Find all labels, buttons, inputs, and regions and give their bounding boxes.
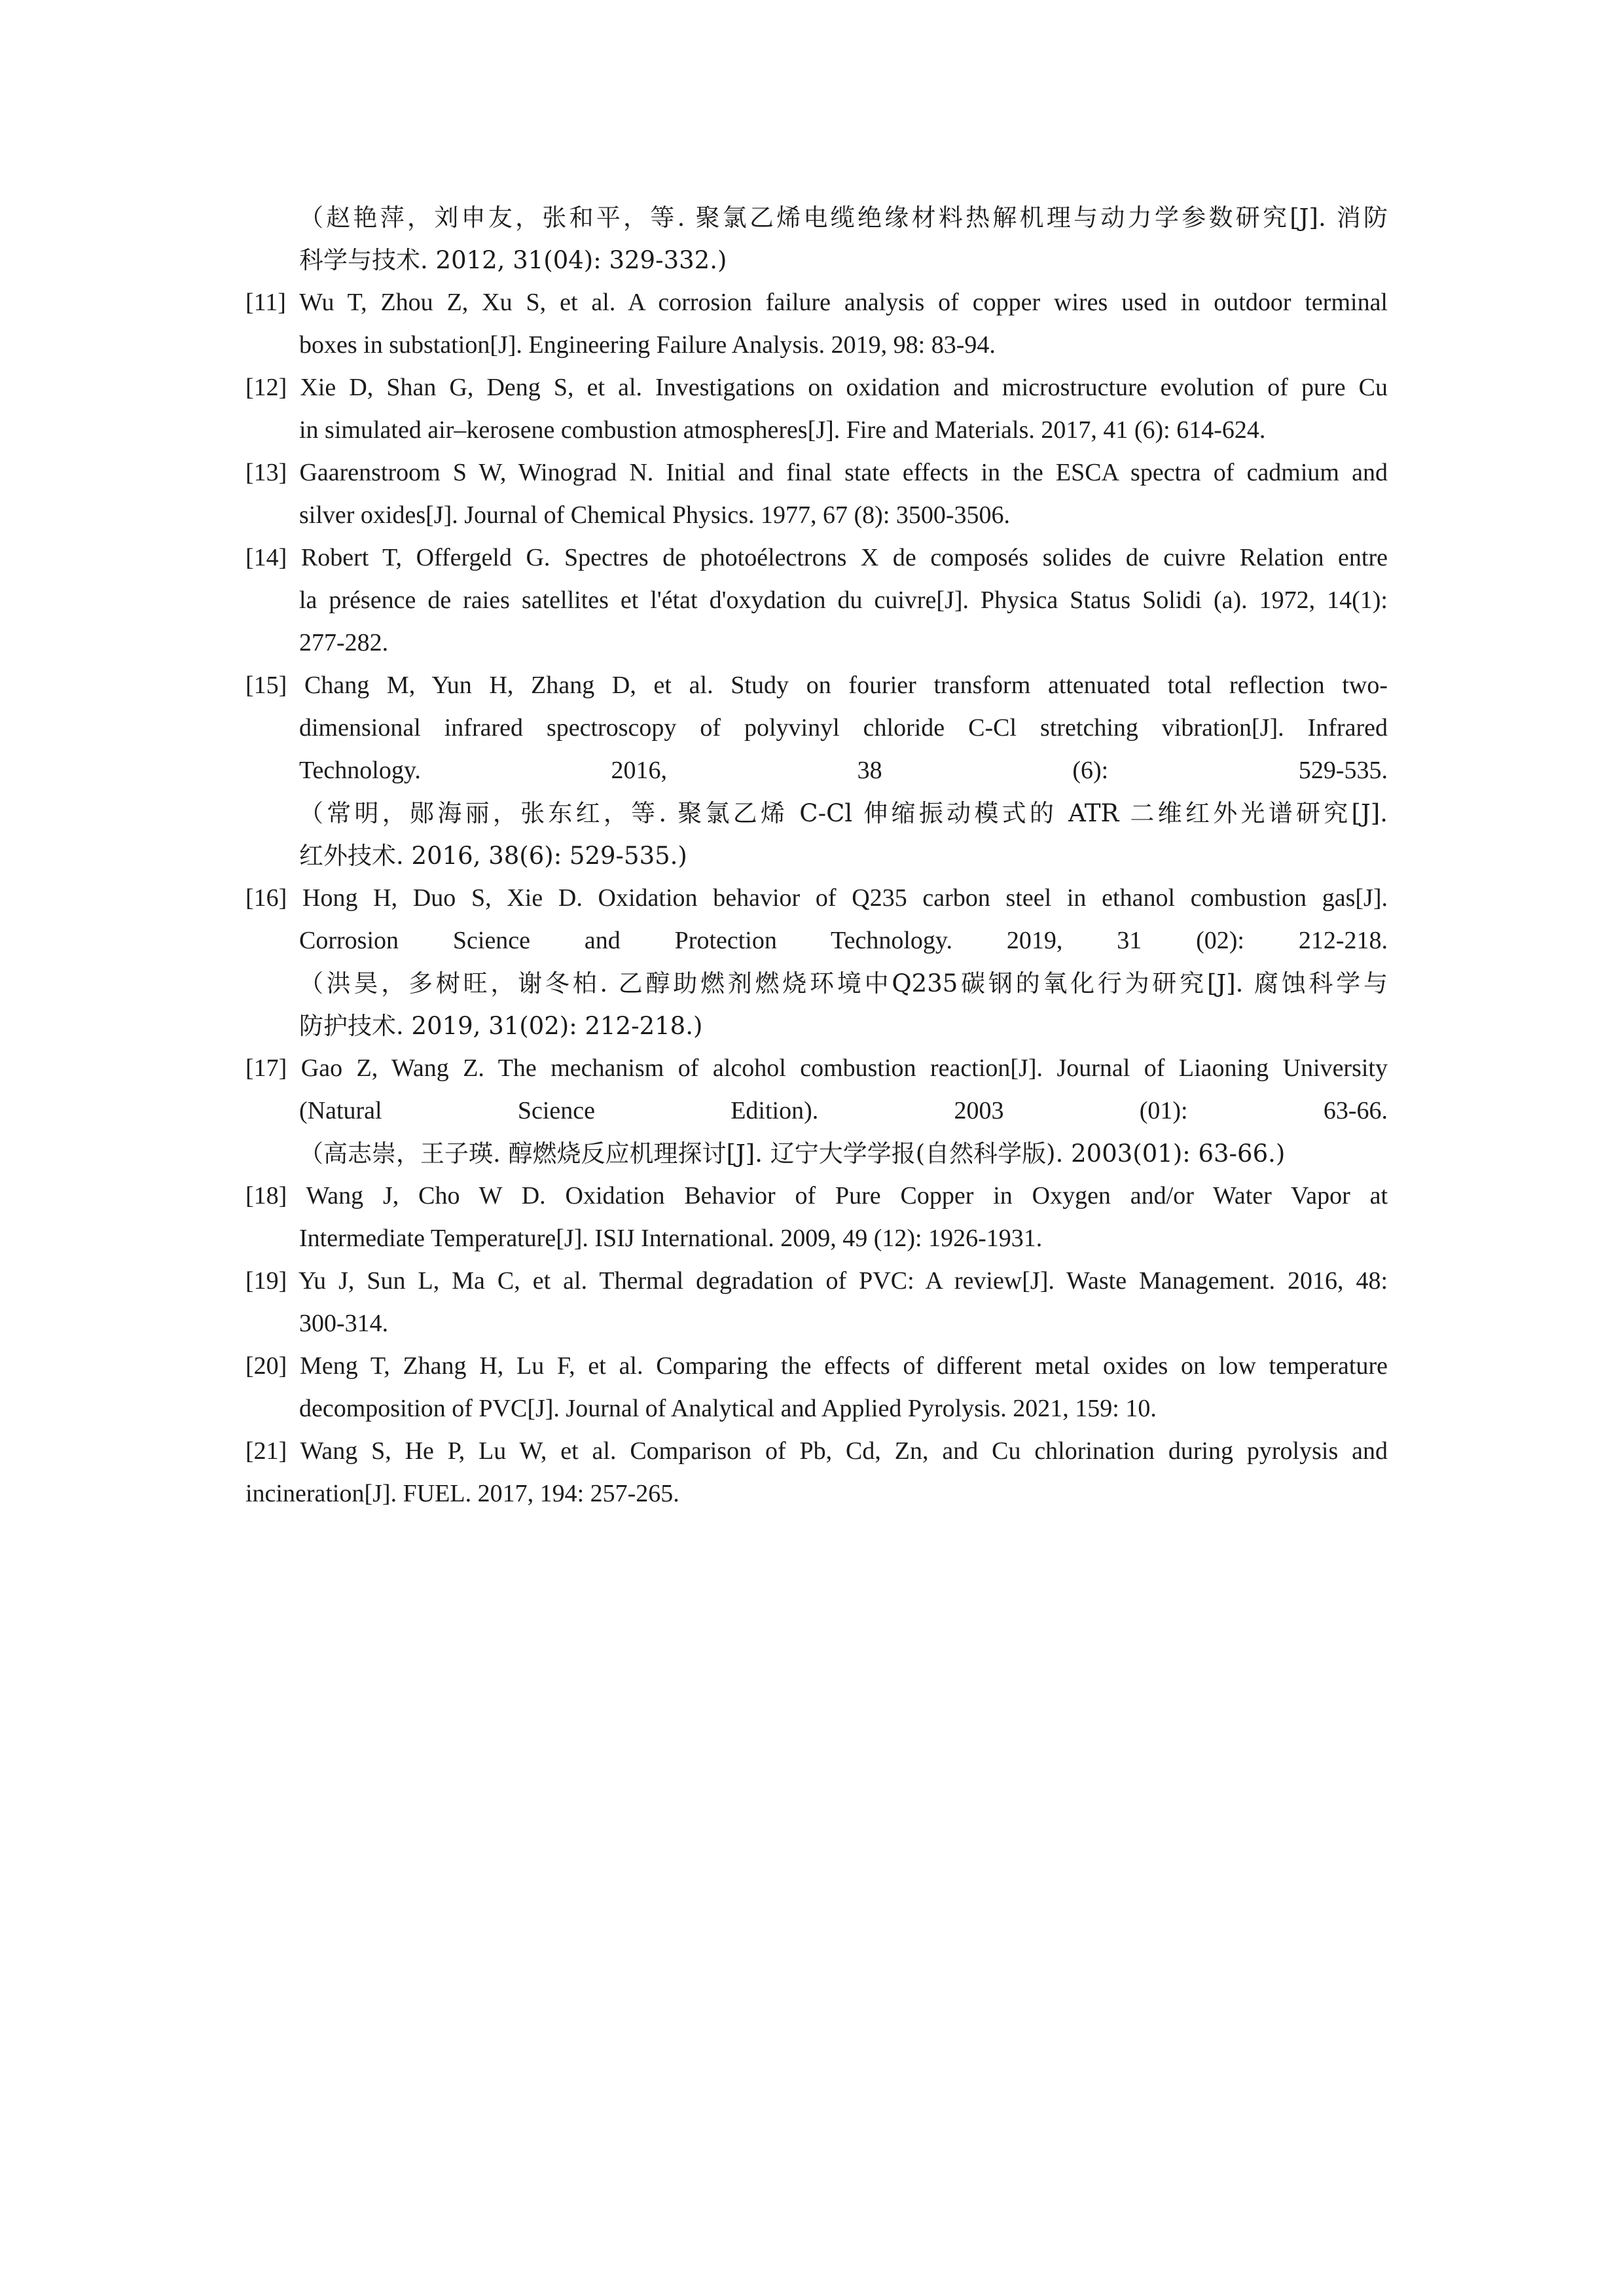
- reference-line: 防护技术. 2019, 31(02): 212-218.): [299, 1012, 703, 1040]
- reference-line: Technology. 2016, 38 (6): 529-535.: [299, 757, 1388, 784]
- reference-entry-ref-10-cn: [245, 196, 1388, 281]
- reference-line: （洪昊，多树旺，谢冬柏. 乙醇助燃剂燃烧环境中Q235碳钢的氧化行为研究[J]. 腐蚀科学与: [299, 969, 1388, 997]
- reference-entry-ref-14: [245, 537, 1388, 664]
- reference-entry-ref-17: [245, 1047, 1388, 1175]
- reference-line: dimensional infrared spectroscopy of polyvinyl chloride C-Cl stretching vibration[J]. Infrared: [299, 714, 1388, 742]
- reference-line: [11] Wu T, Zhou Z, Xu S, et al. A corrosion failure analysis of copper wires used in outdoor terminal: [245, 289, 1388, 316]
- reference-line: [15] Chang M, Yun H, Zhang D, et al. Study on fourier transform attenuated total reflection two-: [245, 672, 1388, 699]
- reference-entry-ref-15: [245, 664, 1388, 877]
- reference-line: [20] Meng T, Zhang H, Lu F, et al. Comparing the effects of different metal oxides on low temperature: [245, 1352, 1388, 1380]
- reference-entry-ref-11: [245, 281, 1388, 367]
- reference-line: 红外技术. 2016, 38(6): 529-535.): [299, 842, 687, 870]
- reference-entry-ref-13: [245, 452, 1388, 537]
- reference-line: （高志崇，王子瑛. 醇燃烧反应机理探讨[J]. 辽宁大学学报(自然科学版). 2003(01): 63-66.): [299, 1139, 1286, 1168]
- reference-entry-ref-21: [245, 1430, 1388, 1515]
- reference-line: [13] Gaarenstroom S W, Winograd N. Initial and final state effects in the ESCA spectra of cadmium and: [245, 459, 1388, 486]
- reference-list: [245, 196, 1388, 1515]
- reference-line: Intermediate Temperature[J]. ISIJ International. 2009, 49 (12): 1926-1931.: [299, 1225, 1043, 1252]
- reference-entry-ref-16: [245, 877, 1388, 1047]
- reference-line: (Natural Science Edition). 2003 (01): 63-66.: [299, 1097, 1388, 1124]
- reference-line: la présence de raies satellites et l'état d'oxydation du cuivre[J]. Physica Status Solidi (a). 1972, 14(1):: [299, 586, 1388, 614]
- reference-line: 300-314.: [299, 1310, 389, 1337]
- reference-line: [19] Yu J, Sun L, Ma C, et al. Thermal degradation of PVC: A review[J]. Waste Management. 2016, 48:: [245, 1267, 1388, 1295]
- reference-line: [18] Wang J, Cho W D. Oxidation Behavior of Pure Copper in Oxygen and/or Water Vapor at: [245, 1182, 1388, 1210]
- reference-entry-ref-19: [245, 1260, 1388, 1345]
- reference-line: [12] Xie D, Shan G, Deng S, et al. Investigations on oxidation and microstructure evolution of pure Cu: [245, 374, 1388, 401]
- reference-entry-ref-12: [245, 367, 1388, 452]
- reference-entry-ref-20: [245, 1345, 1388, 1430]
- reference-line: decomposition of PVC[J]. Journal of Analytical and Applied Pyrolysis. 2021, 159: 10.: [299, 1395, 1157, 1422]
- reference-line: in simulated air–kerosene combustion atmospheres[J]. Fire and Materials. 2017, 41 (6): 614-624.: [299, 416, 1266, 444]
- reference-line: [16] Hong H, Duo S, Xie D. Oxidation behavior of Q235 carbon steel in ethanol combustion gas[J].: [245, 884, 1388, 912]
- reference-line: [21] Wang S, He P, Lu W, et al. Comparison of Pb, Cd, Zn, and Cu chlorination during pyrolysis and: [245, 1437, 1388, 1465]
- reference-line: [14] Robert T, Offergeld G. Spectres de photoélectrons X de composés solides de cuivre Relation entre: [245, 544, 1388, 571]
- reference-line: （赵艳萍，刘申友，张和平，等. 聚氯乙烯电缆绝缘材料热解机理与动力学参数研究[J]. 消防: [299, 204, 1388, 232]
- reference-line: incineration[J]. FUEL. 2017, 194: 257-265.: [245, 1480, 679, 1507]
- reference-line: [17] Gao Z, Wang Z. The mechanism of alcohol combustion reaction[J]. Journal of Liaoning University: [245, 1054, 1388, 1082]
- reference-line: boxes in substation[J]. Engineering Failure Analysis. 2019, 98: 83-94.: [299, 331, 996, 359]
- reference-line: 科学与技术. 2012, 31(04): 329-332.): [299, 246, 727, 274]
- reference-line: （常明，郧海丽，张东红，等. 聚氯乙烯 C-Cl 伸缩振动模式的 ATR 二维红外光谱研究[J].: [299, 799, 1388, 827]
- reference-entry-ref-18: [245, 1175, 1388, 1260]
- reference-line: Corrosion Science and Protection Technology. 2019, 31 (02): 212-218.: [299, 927, 1388, 954]
- reference-line: 277-282.: [299, 629, 389, 656]
- reference-line: silver oxides[J]. Journal of Chemical Physics. 1977, 67 (8): 3500-3506.: [299, 501, 1011, 529]
